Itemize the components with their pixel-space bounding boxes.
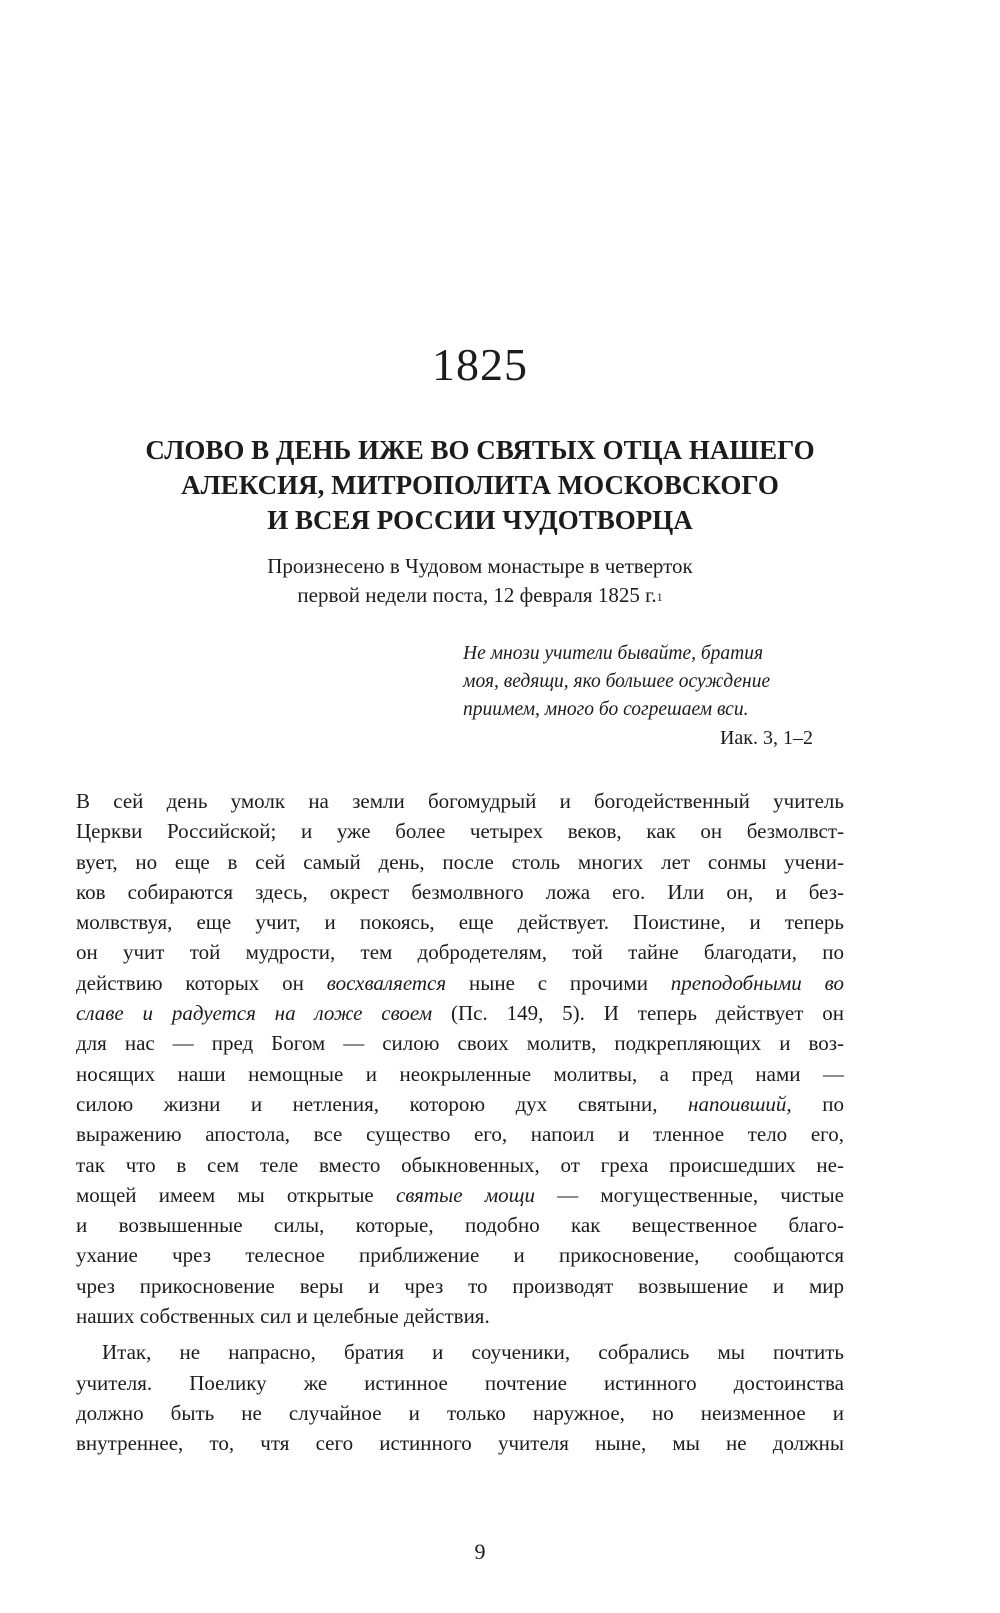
italic-run: напоивший, (688, 1091, 792, 1116)
text-line: чрез прикосновение веры и чрез то производят возвышение и мир (76, 1273, 844, 1298)
text-line (76, 1089, 844, 1119)
title-line: СЛОВО В ДЕНЬ ИЖЕ ВО СВЯТЫХ ОТЦА НАШЕГО (145, 435, 815, 465)
text-line (76, 1180, 844, 1210)
text-line: и возвышенные силы, которые, подобно как вещественное благо- (76, 1213, 844, 1238)
text-line: выражению апостола, все существо его, напоил и тленное тело его, (76, 1122, 844, 1147)
subtitle-text: первой недели поста, 12 февраля 1825 г. (297, 583, 657, 607)
text-line: наших собственных сил и целебные действия. (76, 1304, 490, 1329)
italic-run: святые мощи (395, 1182, 536, 1207)
title-line: И ВСЕЯ РОССИИ ЧУДОТВОРЦА (267, 505, 693, 535)
text-line: вует, но еще в сей самый день, после столь многих лет сонмы учени- (76, 849, 844, 874)
text-line: он учит той мудрости, тем добродетелям, той тайне благодати, по (76, 940, 844, 965)
text-run: мощей имеем мы открытые (76, 1182, 396, 1207)
text-line: должно быть не случайное и только наружное, но неизменное и (76, 1400, 844, 1425)
text-line (76, 968, 844, 998)
sermon-title (0, 433, 960, 538)
subtitle-line: Произнесено в Чудовом монастыре в четверток (267, 554, 693, 578)
text-line: носящих наши немощные и неокрыленные молитвы, а пред нами — (76, 1061, 844, 1086)
text-run: по (791, 1091, 844, 1116)
italic-run: славе и радуется на ложе своем (76, 1001, 433, 1026)
text-line: В сей день умолк на земли богомудрый и богодейственный учитель (76, 789, 844, 813)
epigraph-line: моя, ведящи, яко большее осуждение (463, 671, 771, 692)
text-line: Итак, не напрасно, братия и соученики, собрались мы почтить (102, 1340, 844, 1365)
text-run: действию которых он (76, 970, 327, 995)
text-line: ков собираются здесь, окрест безмолвного ложа его. Или он, и без- (76, 879, 844, 904)
paragraph-2 (76, 1337, 844, 1458)
text-run: (Пс. 149, 5). И теперь действует он (432, 1001, 845, 1026)
text-run: — могущественные, чистые (535, 1182, 844, 1207)
footnote-marker[interactable]: 1 (656, 590, 663, 604)
text-line: так что в сем теле вместо обыкновенных, от греха происшедших не- (76, 1152, 844, 1177)
epigraph (463, 640, 843, 752)
paragraph-1 (76, 786, 844, 1331)
text-run: силою жизни и нетления, которою дух святыни, (76, 1091, 689, 1116)
epigraph-reference: Иак. 3, 1–2 (719, 727, 813, 749)
text-line: молвствуя, еще учит, и покоясь, еще действует. Поистине, и теперь (76, 910, 844, 935)
sermon-subtitle (0, 552, 960, 610)
year-heading: 1825 (432, 339, 528, 390)
text-line: учителя. Поелику же истинное почтение истинного достоинства (76, 1370, 844, 1395)
text-line: для нас — пред Богом — силою своих молитв, подкрепляющих и воз- (76, 1031, 844, 1056)
text-line (76, 998, 844, 1028)
text-line: ухание чрез телесное приближение и прикосновение, сообщаются (76, 1243, 844, 1268)
italic-run: преподобными во (670, 970, 844, 995)
text-line: Церкви Российской; и уже более четырех веков, как он безмолвст- (76, 819, 844, 844)
title-line: АЛЕКСИЯ, МИТРОПОЛИТА МОСКОВСКОГО (181, 470, 779, 500)
page-number: 9 (474, 1539, 486, 1564)
epigraph-line: приимем, много бо согрешаем вси. (463, 699, 749, 720)
text-run: ныне с прочими (446, 970, 671, 995)
epigraph-line: Не мнози учители бывайте, братия (463, 643, 764, 664)
text-line: внутреннее, то, чтя сего истинного учителя ныне, мы не должны (76, 1431, 844, 1456)
subtitle-line (0, 581, 960, 610)
body-text (76, 786, 844, 1459)
italic-run: восхваляется (326, 970, 447, 995)
